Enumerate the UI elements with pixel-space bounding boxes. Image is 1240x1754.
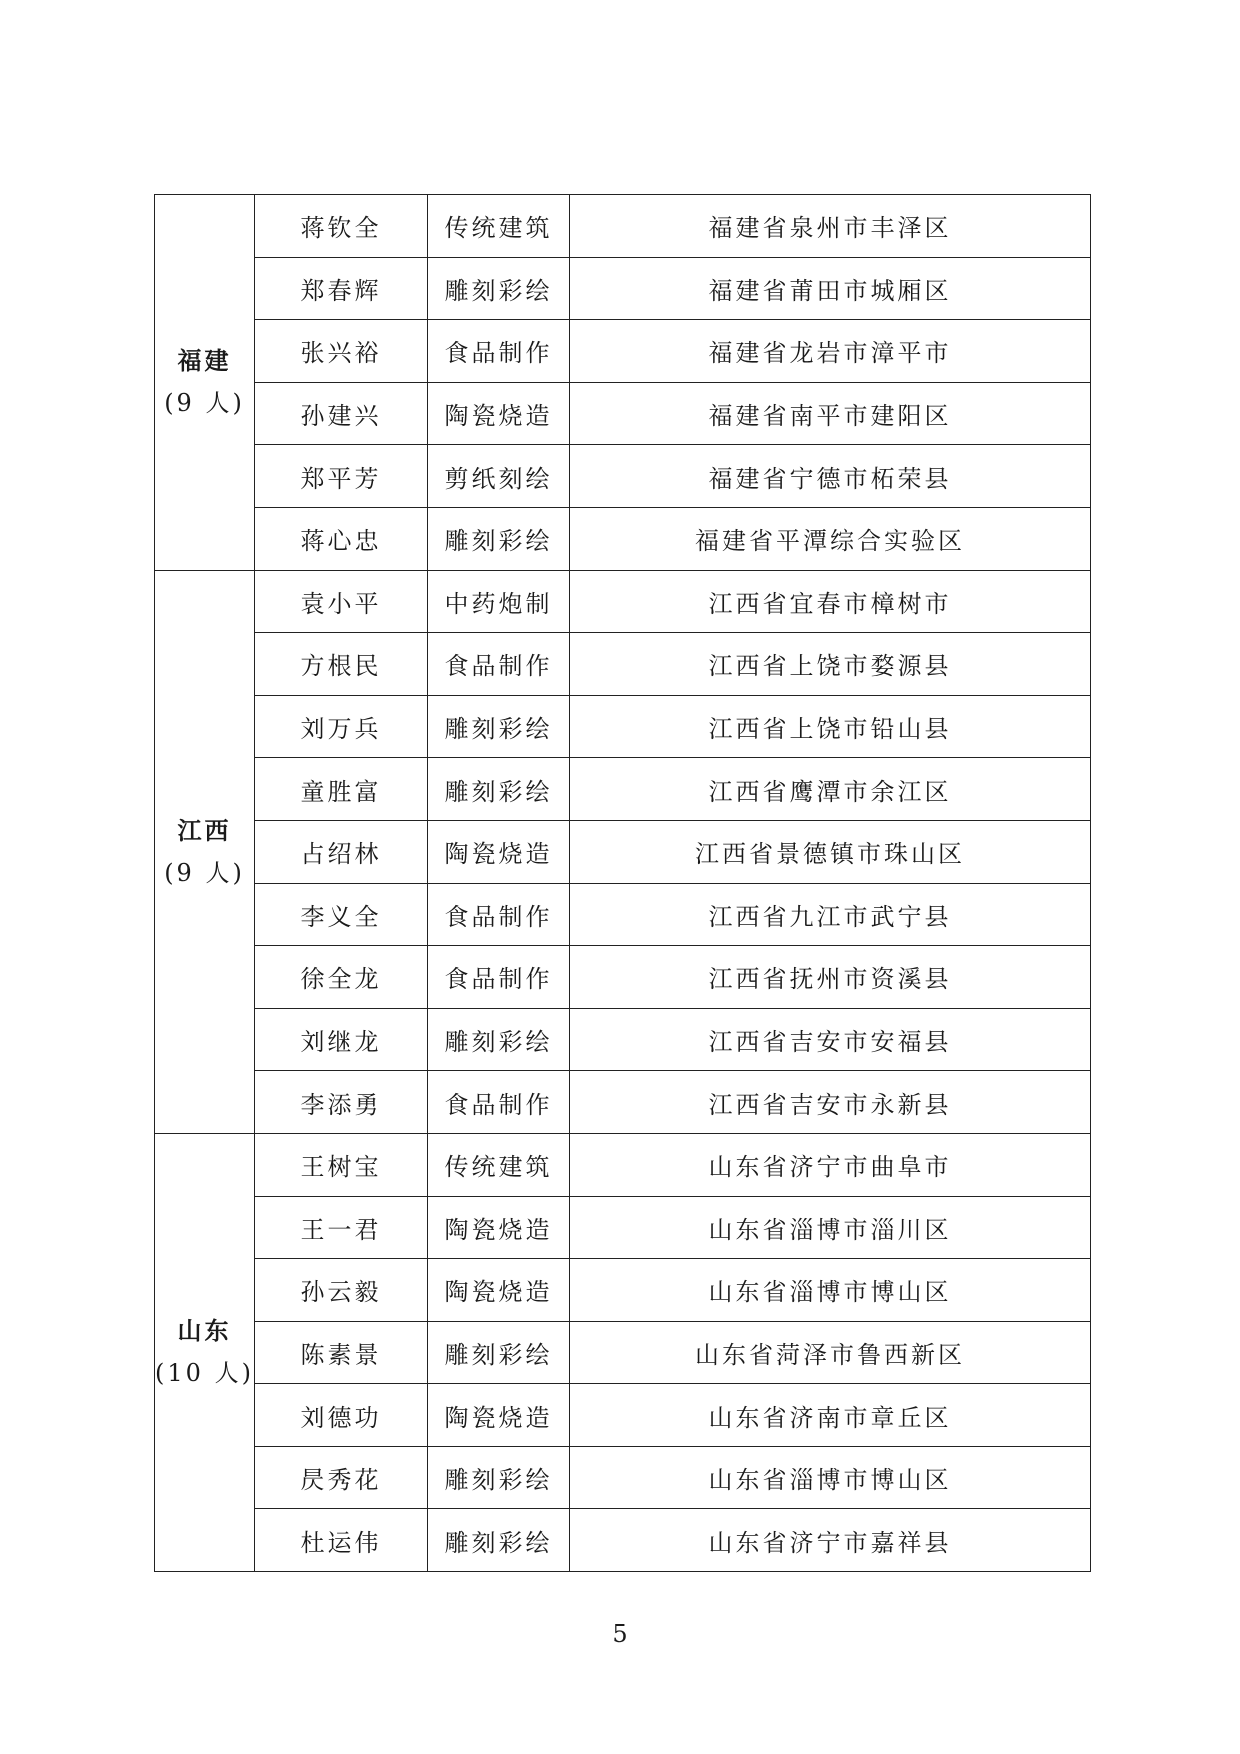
name-cell: 王一君 [255,1196,428,1259]
category-cell: 食品制作 [428,320,570,383]
category-cell: 中药炮制 [428,570,570,633]
region-cell: 山东省菏泽市鲁西新区 [570,1321,1091,1384]
name-cell: 袁小平 [255,570,428,633]
category-cell: 陶瓷烧造 [428,820,570,883]
name-cell: 孙建兴 [255,382,428,445]
category-cell: 剪纸刻绘 [428,445,570,508]
table-row [155,1509,1091,1572]
table-row [155,633,1091,696]
table-row [155,320,1091,383]
category-cell: 食品制作 [428,1071,570,1134]
name-cell: 方根民 [255,633,428,696]
province-count: (9 人) [164,389,245,418]
region-cell: 江西省吉安市安福县 [570,1008,1091,1071]
name-cell: 郑春辉 [255,257,428,320]
category-cell: 陶瓷烧造 [428,1259,570,1322]
category-cell: 雕刻彩绘 [428,758,570,821]
province-name: 山东 [177,1317,232,1346]
page-number: 5 [612,1620,628,1648]
table-row [155,257,1091,320]
province-name: 江西 [177,816,232,845]
region-cell: 山东省淄博市博山区 [570,1446,1091,1509]
name-cell: 李添勇 [255,1071,428,1134]
table-row [155,195,1091,258]
roster-table [154,194,1091,1572]
province-cell [155,195,255,571]
category-cell: 传统建筑 [428,195,570,258]
region-cell: 山东省济南市章丘区 [570,1384,1091,1447]
table-row [155,1321,1091,1384]
table-row [155,1384,1091,1447]
region-cell: 江西省抚州市资溪县 [570,946,1091,1009]
region-cell: 江西省景德镇市珠山区 [570,820,1091,883]
name-cell: 张兴裕 [255,320,428,383]
region-cell: 山东省济宁市嘉祥县 [570,1509,1091,1572]
name-cell: 陈素景 [255,1321,428,1384]
region-cell: 江西省上饶市铅山县 [570,695,1091,758]
category-cell: 雕刻彩绘 [428,507,570,570]
category-cell: 雕刻彩绘 [428,1008,570,1071]
name-cell: 蒋心忠 [255,507,428,570]
category-cell: 雕刻彩绘 [428,257,570,320]
name-cell: 占绍林 [255,820,428,883]
province-cell [155,570,255,1133]
region-cell: 福建省宁德市柘荣县 [570,445,1091,508]
table-row [155,1133,1091,1196]
region-cell: 山东省济宁市曲阜市 [570,1133,1091,1196]
name-cell: 徐全龙 [255,946,428,1009]
category-cell: 食品制作 [428,883,570,946]
region-cell: 江西省吉安市永新县 [570,1071,1091,1134]
province-cell [155,1133,255,1571]
table-row [155,946,1091,1009]
table-row [155,570,1091,633]
category-cell: 食品制作 [428,946,570,1009]
name-cell: 孙云毅 [255,1259,428,1322]
category-cell: 雕刻彩绘 [428,1321,570,1384]
category-cell: 陶瓷烧造 [428,382,570,445]
name-cell: 昃秀花 [255,1446,428,1509]
region-cell: 福建省莆田市城厢区 [570,257,1091,320]
table-row [155,883,1091,946]
name-cell: 蒋钦全 [255,195,428,258]
region-cell: 福建省龙岩市漳平市 [570,320,1091,383]
table-row [155,507,1091,570]
region-cell: 江西省九江市武宁县 [570,883,1091,946]
name-cell: 李义全 [255,883,428,946]
province-name: 福建 [177,347,232,376]
region-cell: 山东省淄博市博山区 [570,1259,1091,1322]
table-row [155,382,1091,445]
region-cell: 山东省淄博市淄川区 [570,1196,1091,1259]
region-cell: 江西省宜春市樟树市 [570,570,1091,633]
category-cell: 陶瓷烧造 [428,1196,570,1259]
category-cell: 雕刻彩绘 [428,695,570,758]
name-cell: 郑平芳 [255,445,428,508]
table-row [155,758,1091,821]
table-row [155,1446,1091,1509]
table-row [155,445,1091,508]
category-cell: 雕刻彩绘 [428,1509,570,1572]
region-cell: 福建省泉州市丰泽区 [570,195,1091,258]
name-cell: 刘继龙 [255,1008,428,1071]
table-row [155,1196,1091,1259]
category-cell: 雕刻彩绘 [428,1446,570,1509]
region-cell: 江西省上饶市婺源县 [570,633,1091,696]
category-cell: 食品制作 [428,633,570,696]
table-row [155,820,1091,883]
name-cell: 王树宝 [255,1133,428,1196]
name-cell: 童胜富 [255,758,428,821]
region-cell: 福建省南平市建阳区 [570,382,1091,445]
table-row [155,1259,1091,1322]
name-cell: 杜运伟 [255,1509,428,1572]
name-cell: 刘德功 [255,1384,428,1447]
roster-table-body [155,195,1091,1572]
province-count: (10 人) [155,1359,254,1388]
province-count: (9 人) [164,858,245,887]
category-cell: 陶瓷烧造 [428,1384,570,1447]
category-cell: 传统建筑 [428,1133,570,1196]
table-row [155,1071,1091,1134]
region-cell: 福建省平潭综合实验区 [570,507,1091,570]
name-cell: 刘万兵 [255,695,428,758]
region-cell: 江西省鹰潭市余江区 [570,758,1091,821]
table-row [155,1008,1091,1071]
table-row [155,695,1091,758]
